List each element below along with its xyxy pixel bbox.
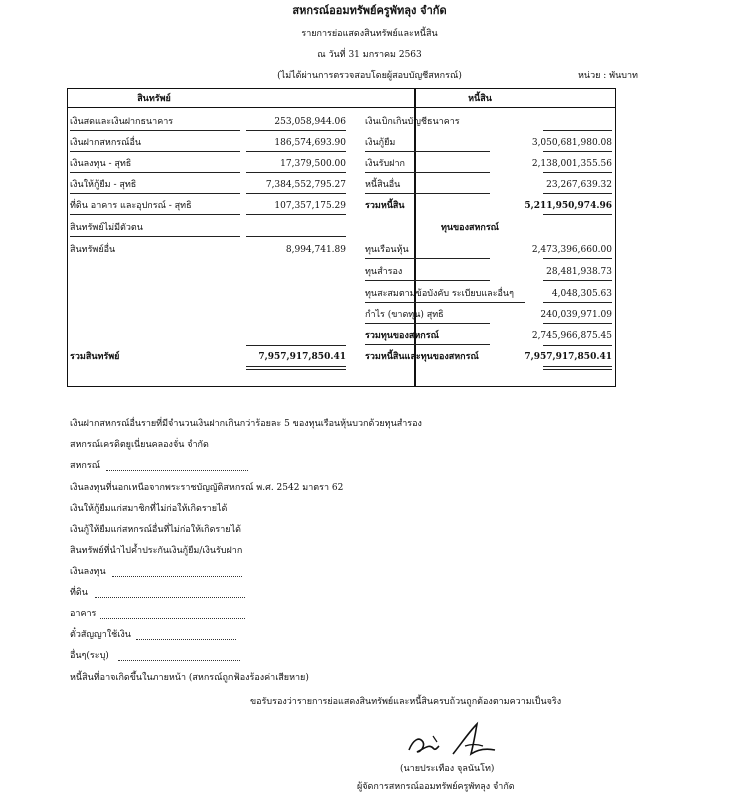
note-member-npl: เงินให้กู้ยืมแก่สมาชิกที่ไม่ก่อให้เกิดรายได้: [70, 504, 228, 514]
note-large-deposits: เงินฝากสหกรณ์อื่นรายที่มีจำนวนเงินฝากเกินกว่าร้อยละ 5 ของทุนเรือนหุ้นบวกด้วยทุนสำรอง: [70, 419, 422, 429]
liab-label-borrowings: เงินกู้ยืม: [365, 138, 396, 148]
header-rule: [68, 107, 615, 108]
asset-label-investments: เงินลงทุน - สุทธิ: [70, 159, 132, 169]
grand-total-value: 7,957,917,850.41: [524, 352, 612, 362]
report-date: ณ วันที่ 31 มกราคม 2563: [317, 50, 422, 60]
equity-value-profit: 240,039,971.09: [540, 310, 612, 320]
audit-note: (ไม่ได้ผ่านการตรวจสอบโดยผู้สอบบัญชีสหกรณ์): [277, 71, 462, 81]
asset-value-coop-deposits: 186,574,693.90: [274, 138, 346, 148]
note-coop: สหกรณ์: [70, 461, 101, 471]
asset-label-property: ที่ดิน อาคาร และอุปกรณ์ - สุทธิ: [70, 201, 192, 211]
asset-value-other: 8,994,741.89: [285, 245, 346, 255]
unit-label: หน่วย : พันบาท: [578, 71, 638, 81]
equity-total-label: รวมทุนของสหกรณ์: [365, 331, 439, 341]
equity-label-accumulated: ทุนสะสมตามข้อบังคับ ระเบียบและอื่นๆ: [365, 289, 514, 299]
liabilities-heading: หนี้สิน: [468, 94, 492, 104]
equity-label-reserve: ทุนสำรอง: [365, 267, 403, 277]
signer-title: ผู้จัดการสหกรณ์ออมทรัพย์ครูพัทลุง จำกัด: [357, 782, 515, 792]
assets-heading: สินทรัพย์: [137, 94, 171, 104]
asset-value-property: 107,357,175.29: [274, 201, 346, 211]
asset-value-cash: 253,058,944.06: [274, 117, 346, 127]
equity-label-profit: กำไร (ขาดทุน) สุทธิ: [365, 310, 444, 320]
note-building: อาคาร: [70, 609, 97, 619]
note-pledged-assets: สินทรัพย์ที่นำไปค้ำประกันเงินกู้ยืม/เงินรับฝาก: [70, 546, 243, 556]
liab-value-deposits: 2,138,001,355.56: [531, 159, 612, 169]
liab-value-borrowings: 3,050,681,980.08: [531, 138, 612, 148]
note-others: อื่นๆ(ระบุ): [70, 651, 109, 661]
certification-text: ขอรับรองว่ารายการย่อแสดงสินทรัพย์และหนี้สินครบถ้วนถูกต้องตามความเป็นจริง: [250, 697, 562, 707]
asset-label-intangible: สินทรัพย์ไม่มีตัวตน: [70, 223, 143, 233]
note-promissory: ตั๋วสัญญาใช้เงิน: [70, 630, 131, 640]
asset-label-other: สินทรัพย์อื่น: [70, 245, 116, 255]
signature-image: [403, 718, 503, 764]
assets-total-value: 7,957,917,850.41: [258, 352, 346, 362]
asset-label-cash: เงินสดและเงินฝากธนาคาร: [70, 117, 174, 127]
note-credit-union: สหกรณ์เครดิตยูเนี่ยนคลองจั่น จำกัด: [70, 440, 209, 450]
liab-label-deposits: เงินรับฝาก: [365, 159, 405, 169]
balance-table: [67, 88, 616, 387]
equity-value-accumulated: 4,048,305.63: [551, 289, 612, 299]
equity-heading: ทุนของสหกรณ์: [440, 223, 500, 233]
equity-label-shares: ทุนเรือนหุ้น: [365, 245, 409, 255]
liab-total-label: รวมหนี้สิน: [365, 201, 405, 211]
note-coop-npl: เงินกู้ให้ยืมแก่สหกรณ์อื่นที่ไม่ก่อให้เกิดรายได้: [70, 525, 241, 535]
liab-total-value: 5,211,950,974.96: [524, 201, 612, 211]
org-title: สหกรณ์ออมทรัพย์ครูพัทลุง จำกัด: [292, 4, 447, 17]
equity-value-reserve: 28,481,938.73: [546, 267, 612, 277]
liab-value-other: 23,267,639.32: [546, 180, 612, 190]
asset-label-loans: เงินให้กู้ยืม - สุทธิ: [70, 180, 137, 190]
liab-label-other: หนี้สินอื่น: [365, 180, 401, 190]
assets-total-label: รวมสินทรัพย์: [70, 352, 120, 362]
asset-value-loans: 7,384,552,795.27: [265, 180, 346, 190]
liab-label-overdraft: เงินเบิกเกินบัญชีธนาคาร: [365, 117, 460, 127]
grand-total-label: รวมหนี้สินและทุนของสหกรณ์: [365, 352, 479, 362]
equity-total-value: 2,745,966,875.45: [531, 331, 612, 341]
signer-name: (นายประเทือง จุลนันโท): [400, 764, 495, 774]
note-investments-outside-act: เงินลงทุนที่นอกเหนือจากพระราชบัญญัติสหกรณ์ พ.ศ. 2542 มาตรา 62: [70, 483, 344, 493]
note-contingent: หนี้สินที่อาจเกิดขึ้นในภายหน้า (สหกรณ์ถูกฟ้องร้องค่าเสียหาย): [70, 673, 309, 683]
note-investment: เงินลงทุน: [70, 567, 106, 577]
note-land: ที่ดิน: [70, 588, 88, 598]
asset-label-coop-deposits: เงินฝากสหกรณ์อื่น: [70, 138, 142, 148]
equity-value-shares: 2,473,396,660.00: [531, 245, 612, 255]
asset-value-investments: 17,379,500.00: [280, 159, 346, 169]
report-subtitle: รายการย่อแสดงสินทรัพย์และหนี้สิน: [301, 29, 438, 39]
